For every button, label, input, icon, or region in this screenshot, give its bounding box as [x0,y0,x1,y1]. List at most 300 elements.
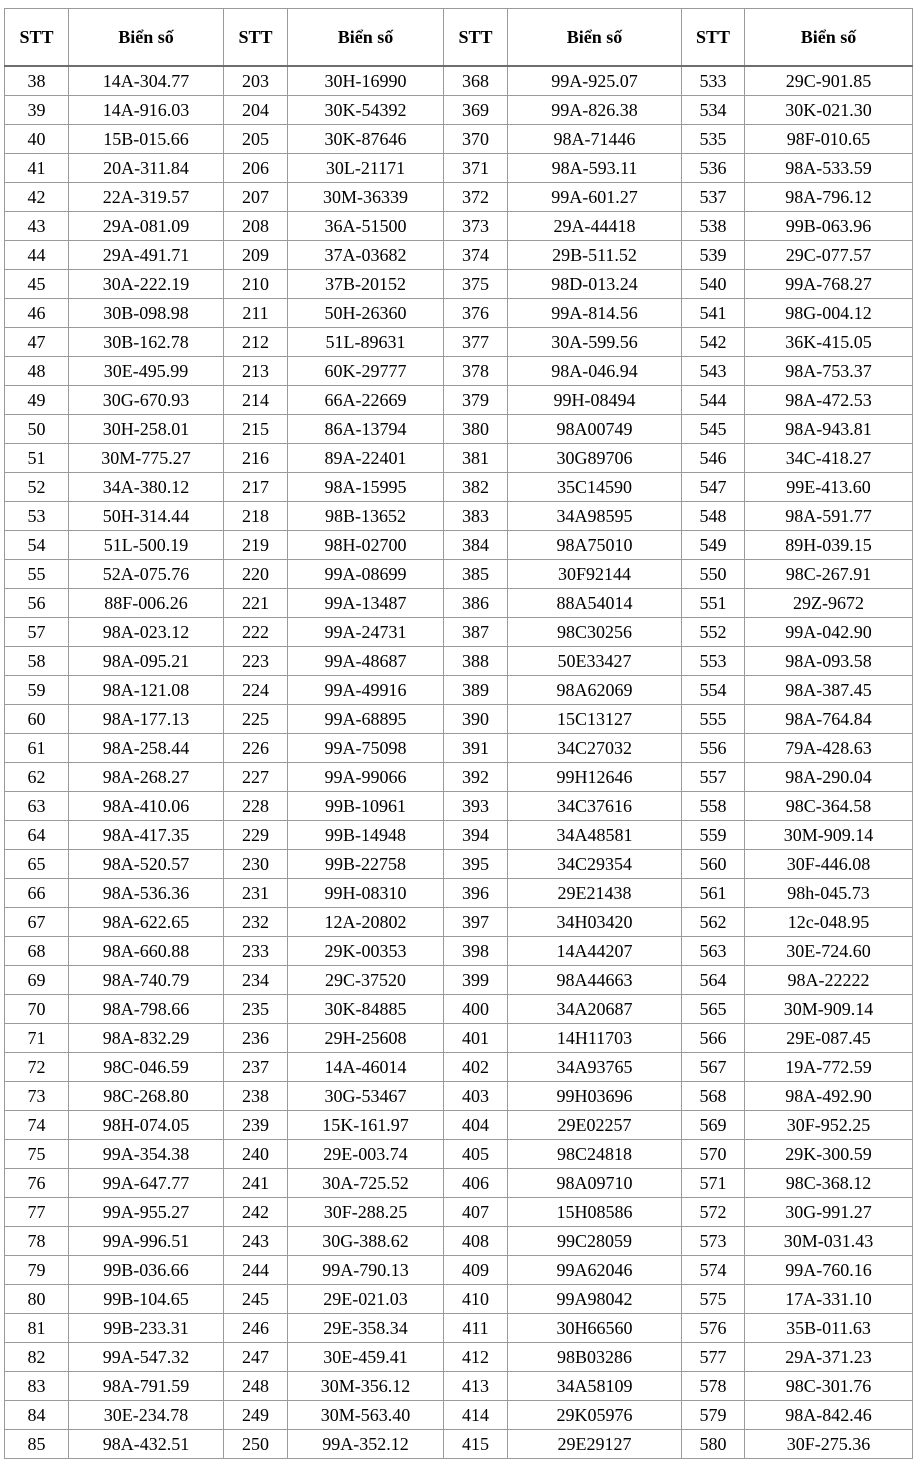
stt-cell: 369 [444,96,508,125]
plate-number-cell: 98C-368.12 [745,1169,913,1198]
table-row [5,879,913,908]
plate-number-cell: 30M-775.27 [69,444,224,473]
stt-cell: 64 [5,821,69,850]
stt-cell: 46 [5,299,69,328]
table-row [5,212,913,241]
table-row [5,1169,913,1198]
table-row [5,1314,913,1343]
stt-cell: 40 [5,125,69,154]
plate-number-cell: 99A62046 [508,1256,682,1285]
stt-cell: 76 [5,1169,69,1198]
stt-cell: 370 [444,125,508,154]
table-row [5,792,913,821]
stt-cell: 229 [224,821,288,850]
stt-cell: 222 [224,618,288,647]
plate-number-cell: 35B-011.63 [745,1314,913,1343]
stt-cell: 242 [224,1198,288,1227]
table-row [5,154,913,183]
plate-number-cell: 99H12646 [508,763,682,792]
stt-cell: 381 [444,444,508,473]
plate-number-cell: 98A-093.58 [745,647,913,676]
stt-cell: 85 [5,1430,69,1459]
plate-number-cell: 98A62069 [508,676,682,705]
stt-cell: 44 [5,241,69,270]
plate-number-cell: 98A-290.04 [745,763,913,792]
plate-number-cell: 29K-300.59 [745,1140,913,1169]
plate-number-cell: 98A-753.37 [745,357,913,386]
stt-cell: 54 [5,531,69,560]
stt-cell: 58 [5,647,69,676]
plate-number-cell: 29A-491.71 [69,241,224,270]
stt-cell: 50 [5,415,69,444]
stt-cell: 223 [224,647,288,676]
stt-cell: 48 [5,357,69,386]
stt-cell: 80 [5,1285,69,1314]
plate-number-cell: 34C37616 [508,792,682,821]
stt-cell: 561 [682,879,745,908]
stt-cell: 215 [224,415,288,444]
plate-number-cell: 15K-161.97 [288,1111,444,1140]
stt-cell: 542 [682,328,745,357]
plate-number-cell: 34C-418.27 [745,444,913,473]
stt-cell: 540 [682,270,745,299]
plate-number-cell: 79A-428.63 [745,734,913,763]
plate-number-cell: 12A-20802 [288,908,444,937]
stt-cell: 410 [444,1285,508,1314]
stt-cell: 573 [682,1227,745,1256]
plate-number-cell: 99A-99066 [288,763,444,792]
plate-number-cell: 99A-647.77 [69,1169,224,1198]
stt-cell: 574 [682,1256,745,1285]
stt-cell: 211 [224,299,288,328]
plate-number-cell: 98A-796.12 [745,183,913,212]
plate-number-cell: 99A-24731 [288,618,444,647]
stt-cell: 203 [224,66,288,96]
stt-cell: 45 [5,270,69,299]
stt-cell: 228 [224,792,288,821]
stt-cell: 554 [682,676,745,705]
stt-cell: 207 [224,183,288,212]
stt-cell: 397 [444,908,508,937]
header-stt: STT [224,9,288,67]
plate-number-cell: 98A-520.57 [69,850,224,879]
plate-number-cell: 29H-25608 [288,1024,444,1053]
stt-cell: 576 [682,1314,745,1343]
plate-number-cell: 30K-021.30 [745,96,913,125]
stt-cell: 78 [5,1227,69,1256]
stt-cell: 248 [224,1372,288,1401]
plate-number-cell: 99H-08494 [508,386,682,415]
stt-cell: 562 [682,908,745,937]
stt-cell: 236 [224,1024,288,1053]
table-row [5,560,913,589]
plate-number-cell: 29C-37520 [288,966,444,995]
stt-cell: 558 [682,792,745,821]
plate-number-cell: 15B-015.66 [69,125,224,154]
plate-number-cell: 50H-314.44 [69,502,224,531]
table-row [5,444,913,473]
table-row [5,386,913,415]
stt-cell: 55 [5,560,69,589]
table-row [5,1198,913,1227]
plate-number-cell: 99A-547.32 [69,1343,224,1372]
plate-number-cell: 98C30256 [508,618,682,647]
plate-number-cell: 30F-446.08 [745,850,913,879]
plate-number-cell: 29K-00353 [288,937,444,966]
stt-cell: 577 [682,1343,745,1372]
table-row [5,1227,913,1256]
plate-number-cell: 14A-916.03 [69,96,224,125]
stt-cell: 244 [224,1256,288,1285]
plate-number-cell: 86A-13794 [288,415,444,444]
stt-cell: 403 [444,1082,508,1111]
stt-cell: 59 [5,676,69,705]
stt-cell: 546 [682,444,745,473]
plate-number-cell: 37A-03682 [288,241,444,270]
table-row [5,96,913,125]
plate-number-cell: 29E-358.34 [288,1314,444,1343]
plate-number-cell: 98H-074.05 [69,1111,224,1140]
table-row [5,183,913,212]
stt-cell: 571 [682,1169,745,1198]
stt-cell: 241 [224,1169,288,1198]
plate-number-cell: 99A-68895 [288,705,444,734]
stt-cell: 71 [5,1024,69,1053]
plate-number-cell: 99A-790.13 [288,1256,444,1285]
header-bien-so: Biển số [745,9,913,67]
stt-cell: 237 [224,1053,288,1082]
stt-cell: 209 [224,241,288,270]
stt-cell: 395 [444,850,508,879]
plate-number-cell: 98A44663 [508,966,682,995]
plate-number-cell: 98A-417.35 [69,821,224,850]
table-row [5,705,913,734]
plate-number-cell: 98B03286 [508,1343,682,1372]
plate-number-cell: 50E33427 [508,647,682,676]
plate-number-cell: 29E21438 [508,879,682,908]
stt-cell: 214 [224,386,288,415]
plate-number-cell: 29A-081.09 [69,212,224,241]
stt-cell: 206 [224,154,288,183]
stt-cell: 75 [5,1140,69,1169]
plate-number-cell: 30M-909.14 [745,995,913,1024]
plate-number-cell: 98A75010 [508,531,682,560]
header-bien-so: Biển số [288,9,444,67]
table-row [5,763,913,792]
plate-number-cell: 30E-234.78 [69,1401,224,1430]
plate-number-cell: 51L-89631 [288,328,444,357]
plate-number-cell: 34H03420 [508,908,682,937]
stt-cell: 205 [224,125,288,154]
stt-cell: 405 [444,1140,508,1169]
stt-cell: 62 [5,763,69,792]
stt-cell: 234 [224,966,288,995]
stt-cell: 68 [5,937,69,966]
stt-cell: 238 [224,1082,288,1111]
stt-cell: 580 [682,1430,745,1459]
plate-number-cell: 98A-023.12 [69,618,224,647]
plate-number-cell: 98A-046.94 [508,357,682,386]
stt-cell: 247 [224,1343,288,1372]
plate-number-cell: 99C28059 [508,1227,682,1256]
plate-number-cell: 98A09710 [508,1169,682,1198]
table-row [5,618,913,647]
stt-cell: 383 [444,502,508,531]
stt-cell: 533 [682,66,745,96]
table-body [5,66,913,1459]
stt-cell: 411 [444,1314,508,1343]
stt-cell: 227 [224,763,288,792]
plate-number-cell: 30M-36339 [288,183,444,212]
plate-number-cell: 98A00749 [508,415,682,444]
plate-number-cell: 98A-791.59 [69,1372,224,1401]
plate-number-cell: 99B-104.65 [69,1285,224,1314]
stt-cell: 539 [682,241,745,270]
plate-number-cell: 51L-500.19 [69,531,224,560]
plate-number-cell: 30K-87646 [288,125,444,154]
table-row [5,328,913,357]
plate-number-cell: 34A48581 [508,821,682,850]
plate-number-cell: 98A-121.08 [69,676,224,705]
plate-number-cell: 30A-725.52 [288,1169,444,1198]
plate-number-cell: 29A-44418 [508,212,682,241]
stt-cell: 52 [5,473,69,502]
plate-number-cell: 99A-042.90 [745,618,913,647]
stt-cell: 231 [224,879,288,908]
table-row [5,241,913,270]
stt-cell: 219 [224,531,288,560]
stt-cell: 220 [224,560,288,589]
stt-cell: 43 [5,212,69,241]
stt-cell: 579 [682,1401,745,1430]
stt-cell: 384 [444,531,508,560]
plate-number-cell: 30M-909.14 [745,821,913,850]
stt-cell: 83 [5,1372,69,1401]
stt-cell: 389 [444,676,508,705]
table-row [5,415,913,444]
stt-cell: 387 [444,618,508,647]
plate-number-cell: 98A-095.21 [69,647,224,676]
plate-number-cell: 14H11703 [508,1024,682,1053]
stt-cell: 549 [682,531,745,560]
stt-cell: 380 [444,415,508,444]
stt-cell: 373 [444,212,508,241]
plate-number-cell: 30H66560 [508,1314,682,1343]
table-row [5,1111,913,1140]
table-row [5,821,913,850]
stt-cell: 66 [5,879,69,908]
plate-number-cell: 99A-75098 [288,734,444,763]
plate-number-cell: 99B-22758 [288,850,444,879]
table-row [5,995,913,1024]
plate-number-cell: 98A-268.27 [69,763,224,792]
table-row [5,1285,913,1314]
plate-number-cell: 89A-22401 [288,444,444,473]
plate-number-cell: 30M-356.12 [288,1372,444,1401]
plate-number-cell: 29E29127 [508,1430,682,1459]
plate-number-cell: 66A-22669 [288,386,444,415]
stt-cell: 70 [5,995,69,1024]
plate-number-cell: 98A-798.66 [69,995,224,1024]
plate-number-cell: 98F-010.65 [745,125,913,154]
plate-number-cell: 35C14590 [508,473,682,502]
plate-number-cell: 99H-08310 [288,879,444,908]
plate-number-cell: 98A-943.81 [745,415,913,444]
stt-cell: 556 [682,734,745,763]
plate-number-cell: 98A-22222 [745,966,913,995]
stt-cell: 547 [682,473,745,502]
stt-cell: 541 [682,299,745,328]
table-row [5,473,913,502]
table-row [5,647,913,676]
plate-number-cell: 98A-842.46 [745,1401,913,1430]
plate-number-cell: 99A-955.27 [69,1198,224,1227]
plate-number-cell: 99A-760.16 [745,1256,913,1285]
plate-number-cell: 98A-764.84 [745,705,913,734]
table-row [5,966,913,995]
table-row [5,66,913,96]
plate-number-cell: 30G89706 [508,444,682,473]
stt-cell: 575 [682,1285,745,1314]
plate-number-cell: 14A-46014 [288,1053,444,1082]
stt-cell: 63 [5,792,69,821]
stt-cell: 567 [682,1053,745,1082]
stt-cell: 385 [444,560,508,589]
plate-number-cell: 34A98595 [508,502,682,531]
stt-cell: 377 [444,328,508,357]
plate-number-cell: 34A58109 [508,1372,682,1401]
stt-cell: 49 [5,386,69,415]
stt-cell: 412 [444,1343,508,1372]
stt-cell: 378 [444,357,508,386]
stt-cell: 406 [444,1169,508,1198]
stt-cell: 224 [224,676,288,705]
stt-cell: 407 [444,1198,508,1227]
plate-number-cell: 29E-021.03 [288,1285,444,1314]
plate-number-cell: 99A-768.27 [745,270,913,299]
plate-number-cell: 99B-10961 [288,792,444,821]
stt-cell: 39 [5,96,69,125]
stt-cell: 368 [444,66,508,96]
stt-cell: 218 [224,502,288,531]
plate-number-cell: 98A-533.59 [745,154,913,183]
stt-cell: 374 [444,241,508,270]
table-row [5,734,913,763]
plate-number-cell: 36K-415.05 [745,328,913,357]
stt-cell: 391 [444,734,508,763]
plate-number-cell: 98B-13652 [288,502,444,531]
plate-number-cell: 30H-258.01 [69,415,224,444]
plate-number-cell: 98C-267.91 [745,560,913,589]
plate-number-cell: 98A-740.79 [69,966,224,995]
plate-number-cell: 50H-26360 [288,299,444,328]
stt-cell: 82 [5,1343,69,1372]
stt-cell: 56 [5,589,69,618]
stt-cell: 551 [682,589,745,618]
plate-number-cell: 99H03696 [508,1082,682,1111]
stt-cell: 73 [5,1082,69,1111]
plate-number-cell: 15H08586 [508,1198,682,1227]
plate-number-cell: 30F92144 [508,560,682,589]
plate-number-cell: 99A-814.56 [508,299,682,328]
plate-number-cell: 98D-013.24 [508,270,682,299]
plate-number-cell: 52A-075.76 [69,560,224,589]
table-row [5,850,913,879]
plate-number-cell: 34A-380.12 [69,473,224,502]
plate-number-cell: 29B-511.52 [508,241,682,270]
plate-number-cell: 30H-16990 [288,66,444,96]
plate-number-cell: 98A-15995 [288,473,444,502]
stt-cell: 53 [5,502,69,531]
plate-number-cell: 22A-319.57 [69,183,224,212]
stt-cell: 72 [5,1053,69,1082]
stt-cell: 544 [682,386,745,415]
stt-cell: 402 [444,1053,508,1082]
plate-number-cell: 30G-388.62 [288,1227,444,1256]
table-row [5,908,913,937]
plate-number-cell: 98A-591.77 [745,502,913,531]
plate-number-cell: 37B-20152 [288,270,444,299]
table-row [5,1372,913,1401]
stt-cell: 538 [682,212,745,241]
header-bien-so: Biển số [69,9,224,67]
plate-number-cell: 98A-593.11 [508,154,682,183]
stt-cell: 230 [224,850,288,879]
table-row [5,1401,913,1430]
plate-number-cell: 99B-063.96 [745,212,913,241]
stt-cell: 413 [444,1372,508,1401]
stt-cell: 81 [5,1314,69,1343]
license-plate-table [4,8,913,1459]
stt-cell: 535 [682,125,745,154]
table-row [5,531,913,560]
table-row [5,125,913,154]
plate-number-cell: 98A-536.36 [69,879,224,908]
stt-cell: 65 [5,850,69,879]
plate-number-cell: 99A-601.27 [508,183,682,212]
stt-cell: 240 [224,1140,288,1169]
stt-cell: 415 [444,1430,508,1459]
stt-cell: 552 [682,618,745,647]
plate-number-cell: 30F-288.25 [288,1198,444,1227]
stt-cell: 246 [224,1314,288,1343]
plate-number-cell: 98C-046.59 [69,1053,224,1082]
table-row [5,676,913,705]
plate-number-cell: 98A-660.88 [69,937,224,966]
plate-number-cell: 29E-087.45 [745,1024,913,1053]
header-stt: STT [444,9,508,67]
stt-cell: 250 [224,1430,288,1459]
stt-cell: 563 [682,937,745,966]
stt-cell: 204 [224,96,288,125]
plate-number-cell: 12c-048.95 [745,908,913,937]
stt-cell: 399 [444,966,508,995]
stt-cell: 394 [444,821,508,850]
plate-number-cell: 30A-222.19 [69,270,224,299]
plate-number-cell: 99A-08699 [288,560,444,589]
plate-number-cell: 14A-304.77 [69,66,224,96]
plate-number-cell: 98A-177.13 [69,705,224,734]
plate-number-cell: 98A-622.65 [69,908,224,937]
stt-cell: 557 [682,763,745,792]
stt-cell: 408 [444,1227,508,1256]
plate-number-cell: 98G-004.12 [745,299,913,328]
plate-number-cell: 30M-563.40 [288,1401,444,1430]
plate-number-cell: 30G-53467 [288,1082,444,1111]
plate-number-cell: 29E02257 [508,1111,682,1140]
plate-number-cell: 98H-02700 [288,531,444,560]
plate-number-cell: 29C-901.85 [745,66,913,96]
